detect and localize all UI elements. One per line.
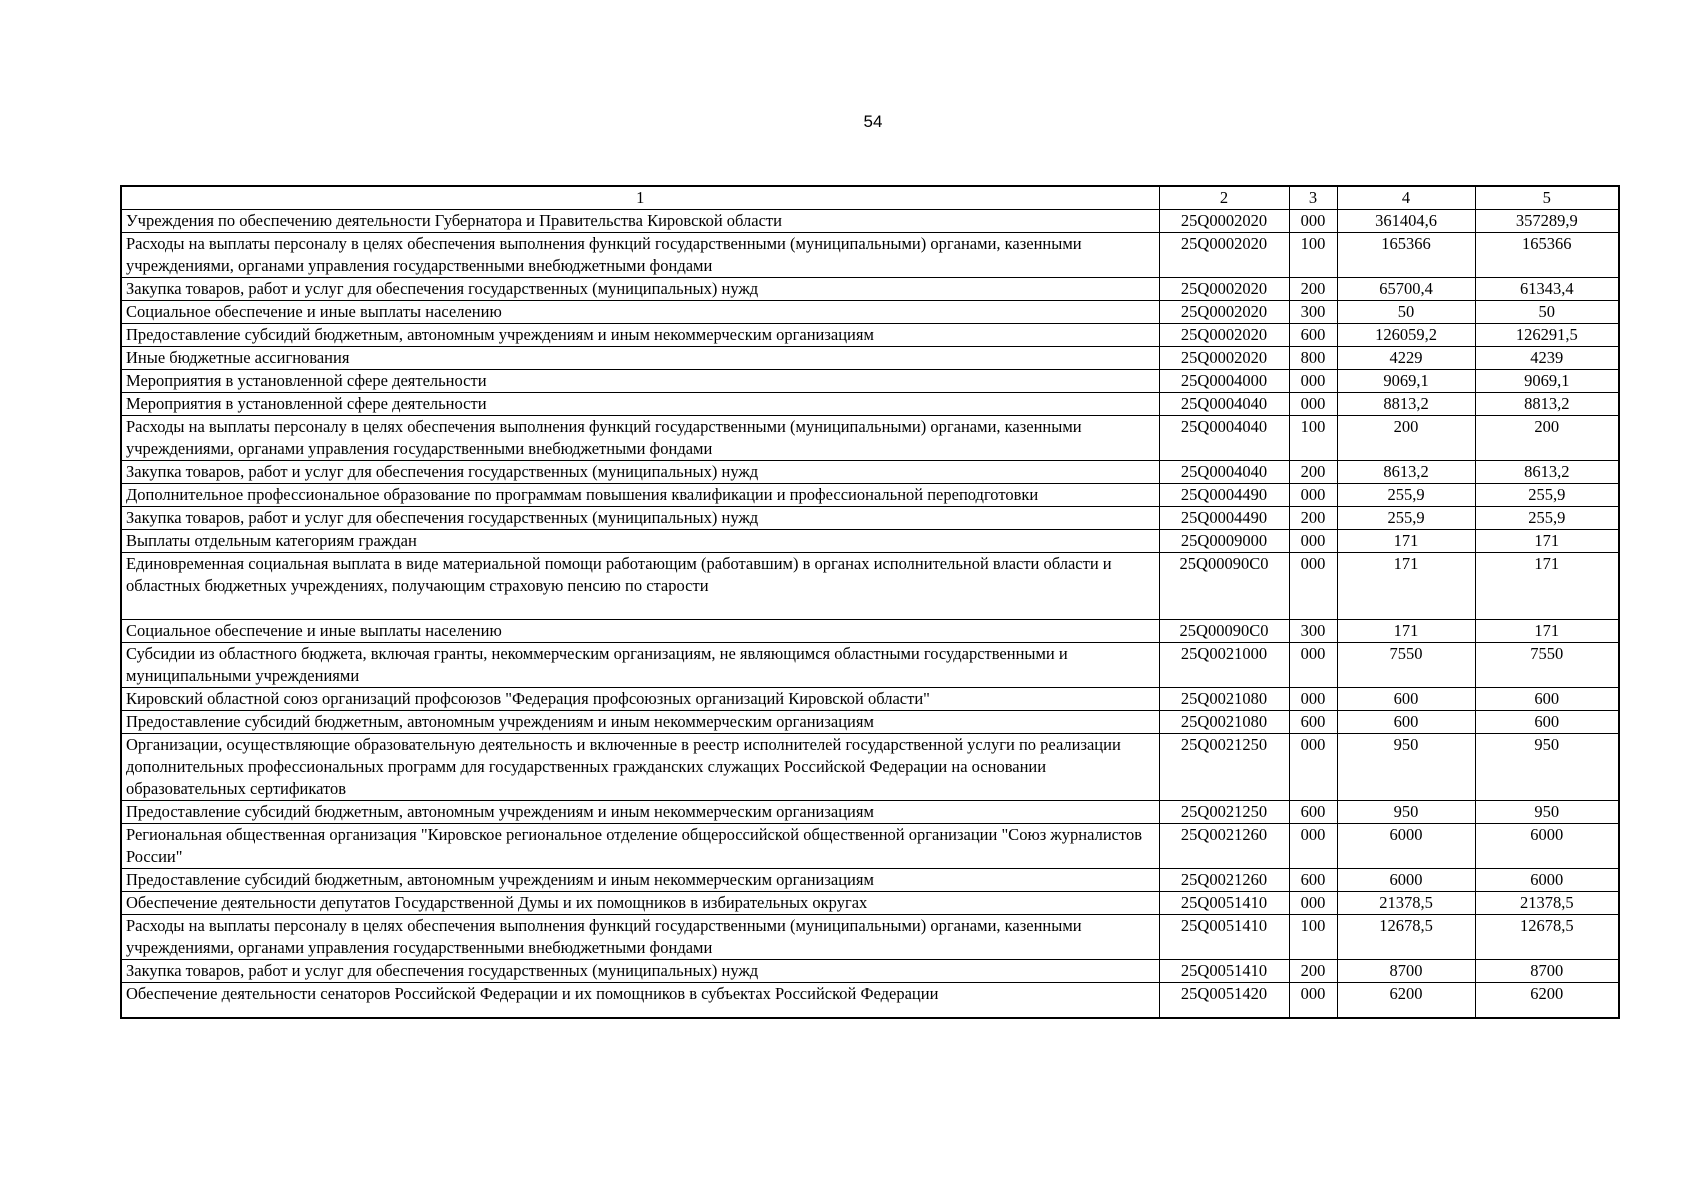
row-name-cell: Закупка товаров, работ и услуг для обеспечения государственных (муниципальных) нужд — [121, 507, 1159, 530]
row-code-cell: 25Q0009000 — [1159, 530, 1289, 553]
row-expense-type-cell: 000 — [1289, 734, 1337, 801]
table-row — [121, 869, 1619, 892]
row-amount-col5-cell: 255,9 — [1475, 507, 1619, 530]
row-code-cell: 25Q0051410 — [1159, 892, 1289, 915]
row-amount-col5-cell: 8613,2 — [1475, 461, 1619, 484]
row-amount-col4-cell: 12678,5 — [1337, 915, 1475, 960]
row-amount-col4-cell: 21378,5 — [1337, 892, 1475, 915]
row-name-cell: Социальное обеспечение и иные выплаты населению — [121, 620, 1159, 643]
row-expense-type-cell: 300 — [1289, 301, 1337, 324]
row-amount-col5-cell: 7550 — [1475, 643, 1619, 688]
column-header-1: 1 — [121, 186, 1159, 210]
row-name-cell: Дополнительное профессиональное образование по программам повышения квалификации и профессиональной переподготовки — [121, 484, 1159, 507]
row-name-cell: Выплаты отдельным категориям граждан — [121, 530, 1159, 553]
row-name-cell: Расходы на выплаты персоналу в целях обеспечения выполнения функций государственными (муниципальными) органами, казенными учреждениями, органами управления государственными внебюджетными фондами — [121, 416, 1159, 461]
row-code-cell: 25Q0002020 — [1159, 347, 1289, 370]
row-amount-col4-cell: 6000 — [1337, 824, 1475, 869]
row-code-cell: 25Q0002020 — [1159, 278, 1289, 301]
row-expense-type-cell: 000 — [1289, 393, 1337, 416]
row-name-cell: Обеспечение деятельности депутатов Государственной Думы и их помощников в избирательных округах — [121, 892, 1159, 915]
row-name-cell: Закупка товаров, работ и услуг для обеспечения государственных (муниципальных) нужд — [121, 278, 1159, 301]
table-row — [121, 278, 1619, 301]
row-amount-col4-cell: 255,9 — [1337, 507, 1475, 530]
row-expense-type-cell: 000 — [1289, 530, 1337, 553]
row-name-cell: Региональная общественная организация "Кировское региональное отделение общероссийской общественной организации "Союз журналистов России" — [121, 824, 1159, 869]
table-row — [121, 801, 1619, 824]
row-name-cell: Закупка товаров, работ и услуг для обеспечения государственных (муниципальных) нужд — [121, 960, 1159, 983]
table-body — [121, 210, 1619, 1019]
row-amount-col4-cell: 950 — [1337, 801, 1475, 824]
table-row — [121, 620, 1619, 643]
row-code-cell: 25Q0004040 — [1159, 416, 1289, 461]
budget-table — [120, 185, 1620, 1019]
row-amount-col5-cell: 6000 — [1475, 869, 1619, 892]
row-amount-col5-cell: 9069,1 — [1475, 370, 1619, 393]
row-expense-type-cell: 000 — [1289, 484, 1337, 507]
row-expense-type-cell: 000 — [1289, 688, 1337, 711]
table-row — [121, 688, 1619, 711]
table-row — [121, 711, 1619, 734]
row-amount-col5-cell: 8700 — [1475, 960, 1619, 983]
row-amount-col4-cell: 361404,6 — [1337, 210, 1475, 233]
row-code-cell: 25Q0021260 — [1159, 869, 1289, 892]
table-row — [121, 507, 1619, 530]
row-name-cell: Организации, осуществляющие образовательную деятельность и включенные в реестр исполнителей государственной услуги по реализации дополнительных профессиональных программ для государственных гражданских служащих Российской Федерации на основании образовательных сертификатов — [121, 734, 1159, 801]
row-expense-type-cell: 000 — [1289, 210, 1337, 233]
page-number: 54 — [863, 112, 883, 131]
row-expense-type-cell: 600 — [1289, 869, 1337, 892]
row-name-cell: Социальное обеспечение и иные выплаты населению — [121, 301, 1159, 324]
table-row — [121, 210, 1619, 233]
row-name-cell: Предоставление субсидий бюджетным, автономным учреждениям и иным некоммерческим организациям — [121, 869, 1159, 892]
table-row — [121, 301, 1619, 324]
row-amount-col5-cell: 126291,5 — [1475, 324, 1619, 347]
row-amount-col5-cell: 6200 — [1475, 983, 1619, 1019]
row-amount-col4-cell: 600 — [1337, 711, 1475, 734]
row-code-cell: 25Q00090C0 — [1159, 620, 1289, 643]
row-amount-col5-cell: 165366 — [1475, 233, 1619, 278]
row-amount-col4-cell: 200 — [1337, 416, 1475, 461]
row-amount-col4-cell: 171 — [1337, 553, 1475, 620]
row-amount-col5-cell: 600 — [1475, 688, 1619, 711]
row-expense-type-cell: 000 — [1289, 824, 1337, 869]
row-amount-col5-cell: 61343,4 — [1475, 278, 1619, 301]
row-code-cell: 25Q00090C0 — [1159, 553, 1289, 620]
row-code-cell: 25Q0004040 — [1159, 393, 1289, 416]
row-name-cell: Предоставление субсидий бюджетным, автономным учреждениям и иным некоммерческим организациям — [121, 801, 1159, 824]
row-code-cell: 25Q0021250 — [1159, 734, 1289, 801]
row-code-cell: 25Q0051410 — [1159, 960, 1289, 983]
row-code-cell: 25Q0004490 — [1159, 484, 1289, 507]
table-row — [121, 553, 1619, 620]
row-code-cell: 25Q0021080 — [1159, 688, 1289, 711]
column-header-3: 3 — [1289, 186, 1337, 210]
row-name-cell: Единовременная социальная выплата в виде материальной помощи работающим (работавшим) в органах исполнительной власти области и областных бюджетных учреждениях, получающим страховую пенсию по старости — [121, 553, 1159, 620]
row-amount-col4-cell: 9069,1 — [1337, 370, 1475, 393]
row-amount-col4-cell: 171 — [1337, 620, 1475, 643]
table-row — [121, 461, 1619, 484]
row-code-cell: 25Q0021250 — [1159, 801, 1289, 824]
column-header-4: 4 — [1337, 186, 1475, 210]
table-row — [121, 983, 1619, 1019]
table-row — [121, 347, 1619, 370]
table-row — [121, 370, 1619, 393]
column-header-5: 5 — [1475, 186, 1619, 210]
row-name-cell: Обеспечение деятельности сенаторов Российской Федерации и их помощников в субъектах Российской Федерации — [121, 983, 1159, 1019]
row-amount-col5-cell: 950 — [1475, 801, 1619, 824]
row-name-cell: Субсидии из областного бюджета, включая гранты, некоммерческим организациям, не являющимся областными государственными и муниципальными учреждениями — [121, 643, 1159, 688]
row-amount-col5-cell: 357289,9 — [1475, 210, 1619, 233]
table-row — [121, 324, 1619, 347]
row-expense-type-cell: 000 — [1289, 553, 1337, 620]
row-amount-col4-cell: 8813,2 — [1337, 393, 1475, 416]
table-row — [121, 416, 1619, 461]
table-row — [121, 393, 1619, 416]
row-name-cell: Закупка товаров, работ и услуг для обеспечения государственных (муниципальных) нужд — [121, 461, 1159, 484]
row-amount-col4-cell: 50 — [1337, 301, 1475, 324]
row-expense-type-cell: 200 — [1289, 461, 1337, 484]
row-amount-col5-cell: 12678,5 — [1475, 915, 1619, 960]
row-expense-type-cell: 300 — [1289, 620, 1337, 643]
row-name-cell: Учреждения по обеспечению деятельности Губернатора и Правительства Кировской области — [121, 210, 1159, 233]
row-amount-col5-cell: 50 — [1475, 301, 1619, 324]
table-row — [121, 233, 1619, 278]
row-name-cell: Расходы на выплаты персоналу в целях обеспечения выполнения функций государственными (муниципальными) органами, казенными учреждениями, органами управления государственными внебюджетными фондами — [121, 915, 1159, 960]
row-name-cell: Расходы на выплаты персоналу в целях обеспечения выполнения функций государственными (муниципальными) органами, казенными учреждениями, органами управления государственными внебюджетными фондами — [121, 233, 1159, 278]
row-amount-col5-cell: 600 — [1475, 711, 1619, 734]
row-amount-col5-cell: 171 — [1475, 620, 1619, 643]
row-expense-type-cell: 000 — [1289, 983, 1337, 1019]
row-code-cell: 25Q0002020 — [1159, 324, 1289, 347]
row-expense-type-cell: 200 — [1289, 960, 1337, 983]
row-amount-col5-cell: 4239 — [1475, 347, 1619, 370]
row-amount-col5-cell: 21378,5 — [1475, 892, 1619, 915]
row-amount-col4-cell: 600 — [1337, 688, 1475, 711]
row-amount-col4-cell: 6000 — [1337, 869, 1475, 892]
row-amount-col4-cell: 4229 — [1337, 347, 1475, 370]
row-amount-col4-cell: 165366 — [1337, 233, 1475, 278]
row-code-cell: 25Q0004000 — [1159, 370, 1289, 393]
row-code-cell: 25Q0002020 — [1159, 301, 1289, 324]
row-name-cell: Кировский областной союз организаций профсоюзов "Федерация профсоюзных организаций Кировской области" — [121, 688, 1159, 711]
row-name-cell: Мероприятия в установленной сфере деятельности — [121, 370, 1159, 393]
row-amount-col4-cell: 6200 — [1337, 983, 1475, 1019]
header-row — [121, 186, 1619, 210]
table-row — [121, 892, 1619, 915]
row-amount-col4-cell: 8700 — [1337, 960, 1475, 983]
column-header-2: 2 — [1159, 186, 1289, 210]
row-amount-col4-cell: 950 — [1337, 734, 1475, 801]
row-amount-col4-cell: 126059,2 — [1337, 324, 1475, 347]
row-code-cell: 25Q0004490 — [1159, 507, 1289, 530]
row-code-cell: 25Q0021080 — [1159, 711, 1289, 734]
row-expense-type-cell: 200 — [1289, 507, 1337, 530]
table-row — [121, 643, 1619, 688]
row-name-cell: Предоставление субсидий бюджетным, автономным учреждениям и иным некоммерческим организациям — [121, 324, 1159, 347]
row-expense-type-cell: 800 — [1289, 347, 1337, 370]
table-row — [121, 915, 1619, 960]
row-expense-type-cell: 200 — [1289, 278, 1337, 301]
row-amount-col4-cell: 255,9 — [1337, 484, 1475, 507]
row-expense-type-cell: 000 — [1289, 892, 1337, 915]
row-code-cell: 25Q0002020 — [1159, 210, 1289, 233]
row-expense-type-cell: 100 — [1289, 233, 1337, 278]
table-row — [121, 484, 1619, 507]
row-name-cell: Иные бюджетные ассигнования — [121, 347, 1159, 370]
row-name-cell: Предоставление субсидий бюджетным, автономным учреждениям и иным некоммерческим организациям — [121, 711, 1159, 734]
row-amount-col5-cell: 171 — [1475, 553, 1619, 620]
row-code-cell: 25Q0021260 — [1159, 824, 1289, 869]
row-amount-col5-cell: 255,9 — [1475, 484, 1619, 507]
row-name-cell: Мероприятия в установленной сфере деятельности — [121, 393, 1159, 416]
row-amount-col4-cell: 7550 — [1337, 643, 1475, 688]
table-row — [121, 530, 1619, 553]
row-amount-col5-cell: 8813,2 — [1475, 393, 1619, 416]
row-expense-type-cell: 100 — [1289, 915, 1337, 960]
row-code-cell: 25Q0051420 — [1159, 983, 1289, 1019]
table-row — [121, 824, 1619, 869]
row-amount-col4-cell: 8613,2 — [1337, 461, 1475, 484]
row-amount-col5-cell: 950 — [1475, 734, 1619, 801]
row-amount-col4-cell: 171 — [1337, 530, 1475, 553]
row-code-cell: 25Q0002020 — [1159, 233, 1289, 278]
row-code-cell: 25Q0004040 — [1159, 461, 1289, 484]
row-expense-type-cell: 000 — [1289, 370, 1337, 393]
row-amount-col5-cell: 6000 — [1475, 824, 1619, 869]
row-code-cell: 25Q0021000 — [1159, 643, 1289, 688]
row-expense-type-cell: 000 — [1289, 643, 1337, 688]
table-row — [121, 734, 1619, 801]
table-row — [121, 960, 1619, 983]
row-expense-type-cell: 600 — [1289, 801, 1337, 824]
row-amount-col4-cell: 65700,4 — [1337, 278, 1475, 301]
row-expense-type-cell: 600 — [1289, 711, 1337, 734]
row-amount-col5-cell: 200 — [1475, 416, 1619, 461]
row-expense-type-cell: 100 — [1289, 416, 1337, 461]
row-amount-col5-cell: 171 — [1475, 530, 1619, 553]
row-code-cell: 25Q0051410 — [1159, 915, 1289, 960]
row-expense-type-cell: 600 — [1289, 324, 1337, 347]
